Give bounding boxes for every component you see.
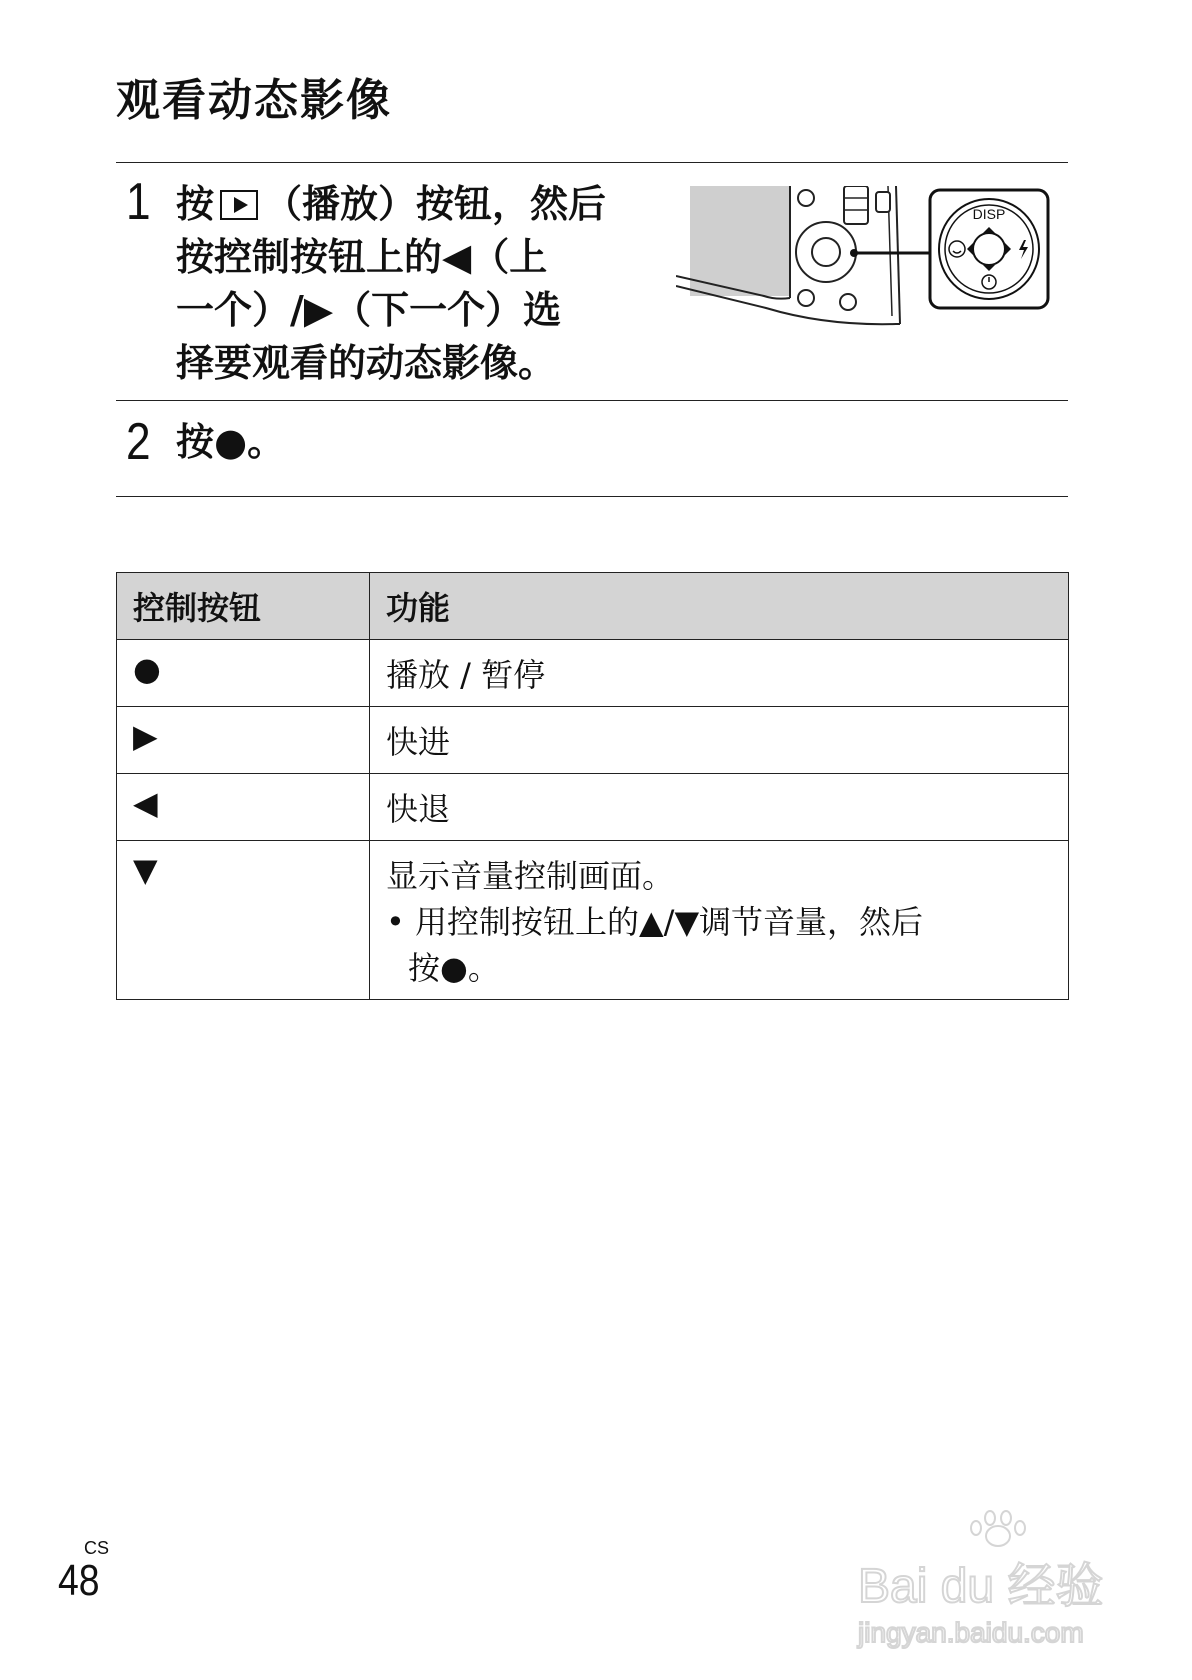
step-2-text: 按●。 — [176, 420, 286, 464]
button-function: 播放 / 暂停 — [370, 640, 1069, 707]
table-row — [117, 707, 1069, 774]
divider-bottom — [116, 496, 1068, 497]
button-function: 快退 — [370, 774, 1069, 841]
play-button-icon — [220, 190, 258, 220]
table-header-row — [117, 573, 1069, 640]
step-1-line3: 一个）/▶（下一个）选 — [176, 288, 562, 332]
button-function — [370, 841, 1069, 1000]
camera-control-diagram — [676, 186, 1076, 346]
watermark-brand: Bai du 经验 — [858, 1560, 1104, 1613]
page-number: 48 — [58, 1556, 100, 1605]
watermark-url: jingyan.baidu.com — [858, 1617, 1084, 1648]
divider-middle — [116, 400, 1068, 401]
button-symbol: ▼ — [117, 841, 370, 1000]
paw-logo-icon — [971, 1511, 1025, 1546]
page-title: 观看动态影像 — [116, 75, 392, 126]
function-bullet-continuation: 按●。 — [408, 949, 500, 987]
header-function: 功能 — [370, 573, 1069, 640]
step-1-line2: 按控制按钮上的◀（上 — [176, 235, 548, 279]
step-1-line4: 择要观看的动态影像。 — [176, 341, 557, 385]
step-1-line1-b: （播放）按钮，然后 — [264, 182, 607, 226]
control-button-table — [116, 572, 1069, 1000]
button-symbol: ● — [117, 640, 370, 707]
step-2-number: 2 — [126, 413, 151, 471]
page-language-code: CS — [84, 1538, 110, 1558]
step-1-text — [176, 178, 606, 390]
divider-top — [116, 162, 1068, 163]
table-row — [117, 640, 1069, 707]
control-wheel-inset — [930, 190, 1048, 308]
baidu-watermark — [848, 1506, 1148, 1656]
disp-label: DISP — [972, 206, 1006, 222]
table-row — [117, 774, 1069, 841]
step-1-line1-a: 按 — [176, 182, 215, 226]
table-row — [117, 841, 1069, 1000]
step-1-number: 1 — [126, 173, 151, 231]
function-main-text: 显示音量控制画面。 — [386, 857, 675, 895]
button-function: 快进 — [370, 707, 1069, 774]
function-bullet-text: • 用控制按钮上的▲/▼调节音量，然后 — [386, 903, 924, 941]
button-symbol: ◀ — [117, 774, 370, 841]
button-symbol: ▶ — [117, 707, 370, 774]
header-control-button: 控制按钮 — [117, 573, 370, 640]
camera-body-illustration — [676, 186, 930, 324]
